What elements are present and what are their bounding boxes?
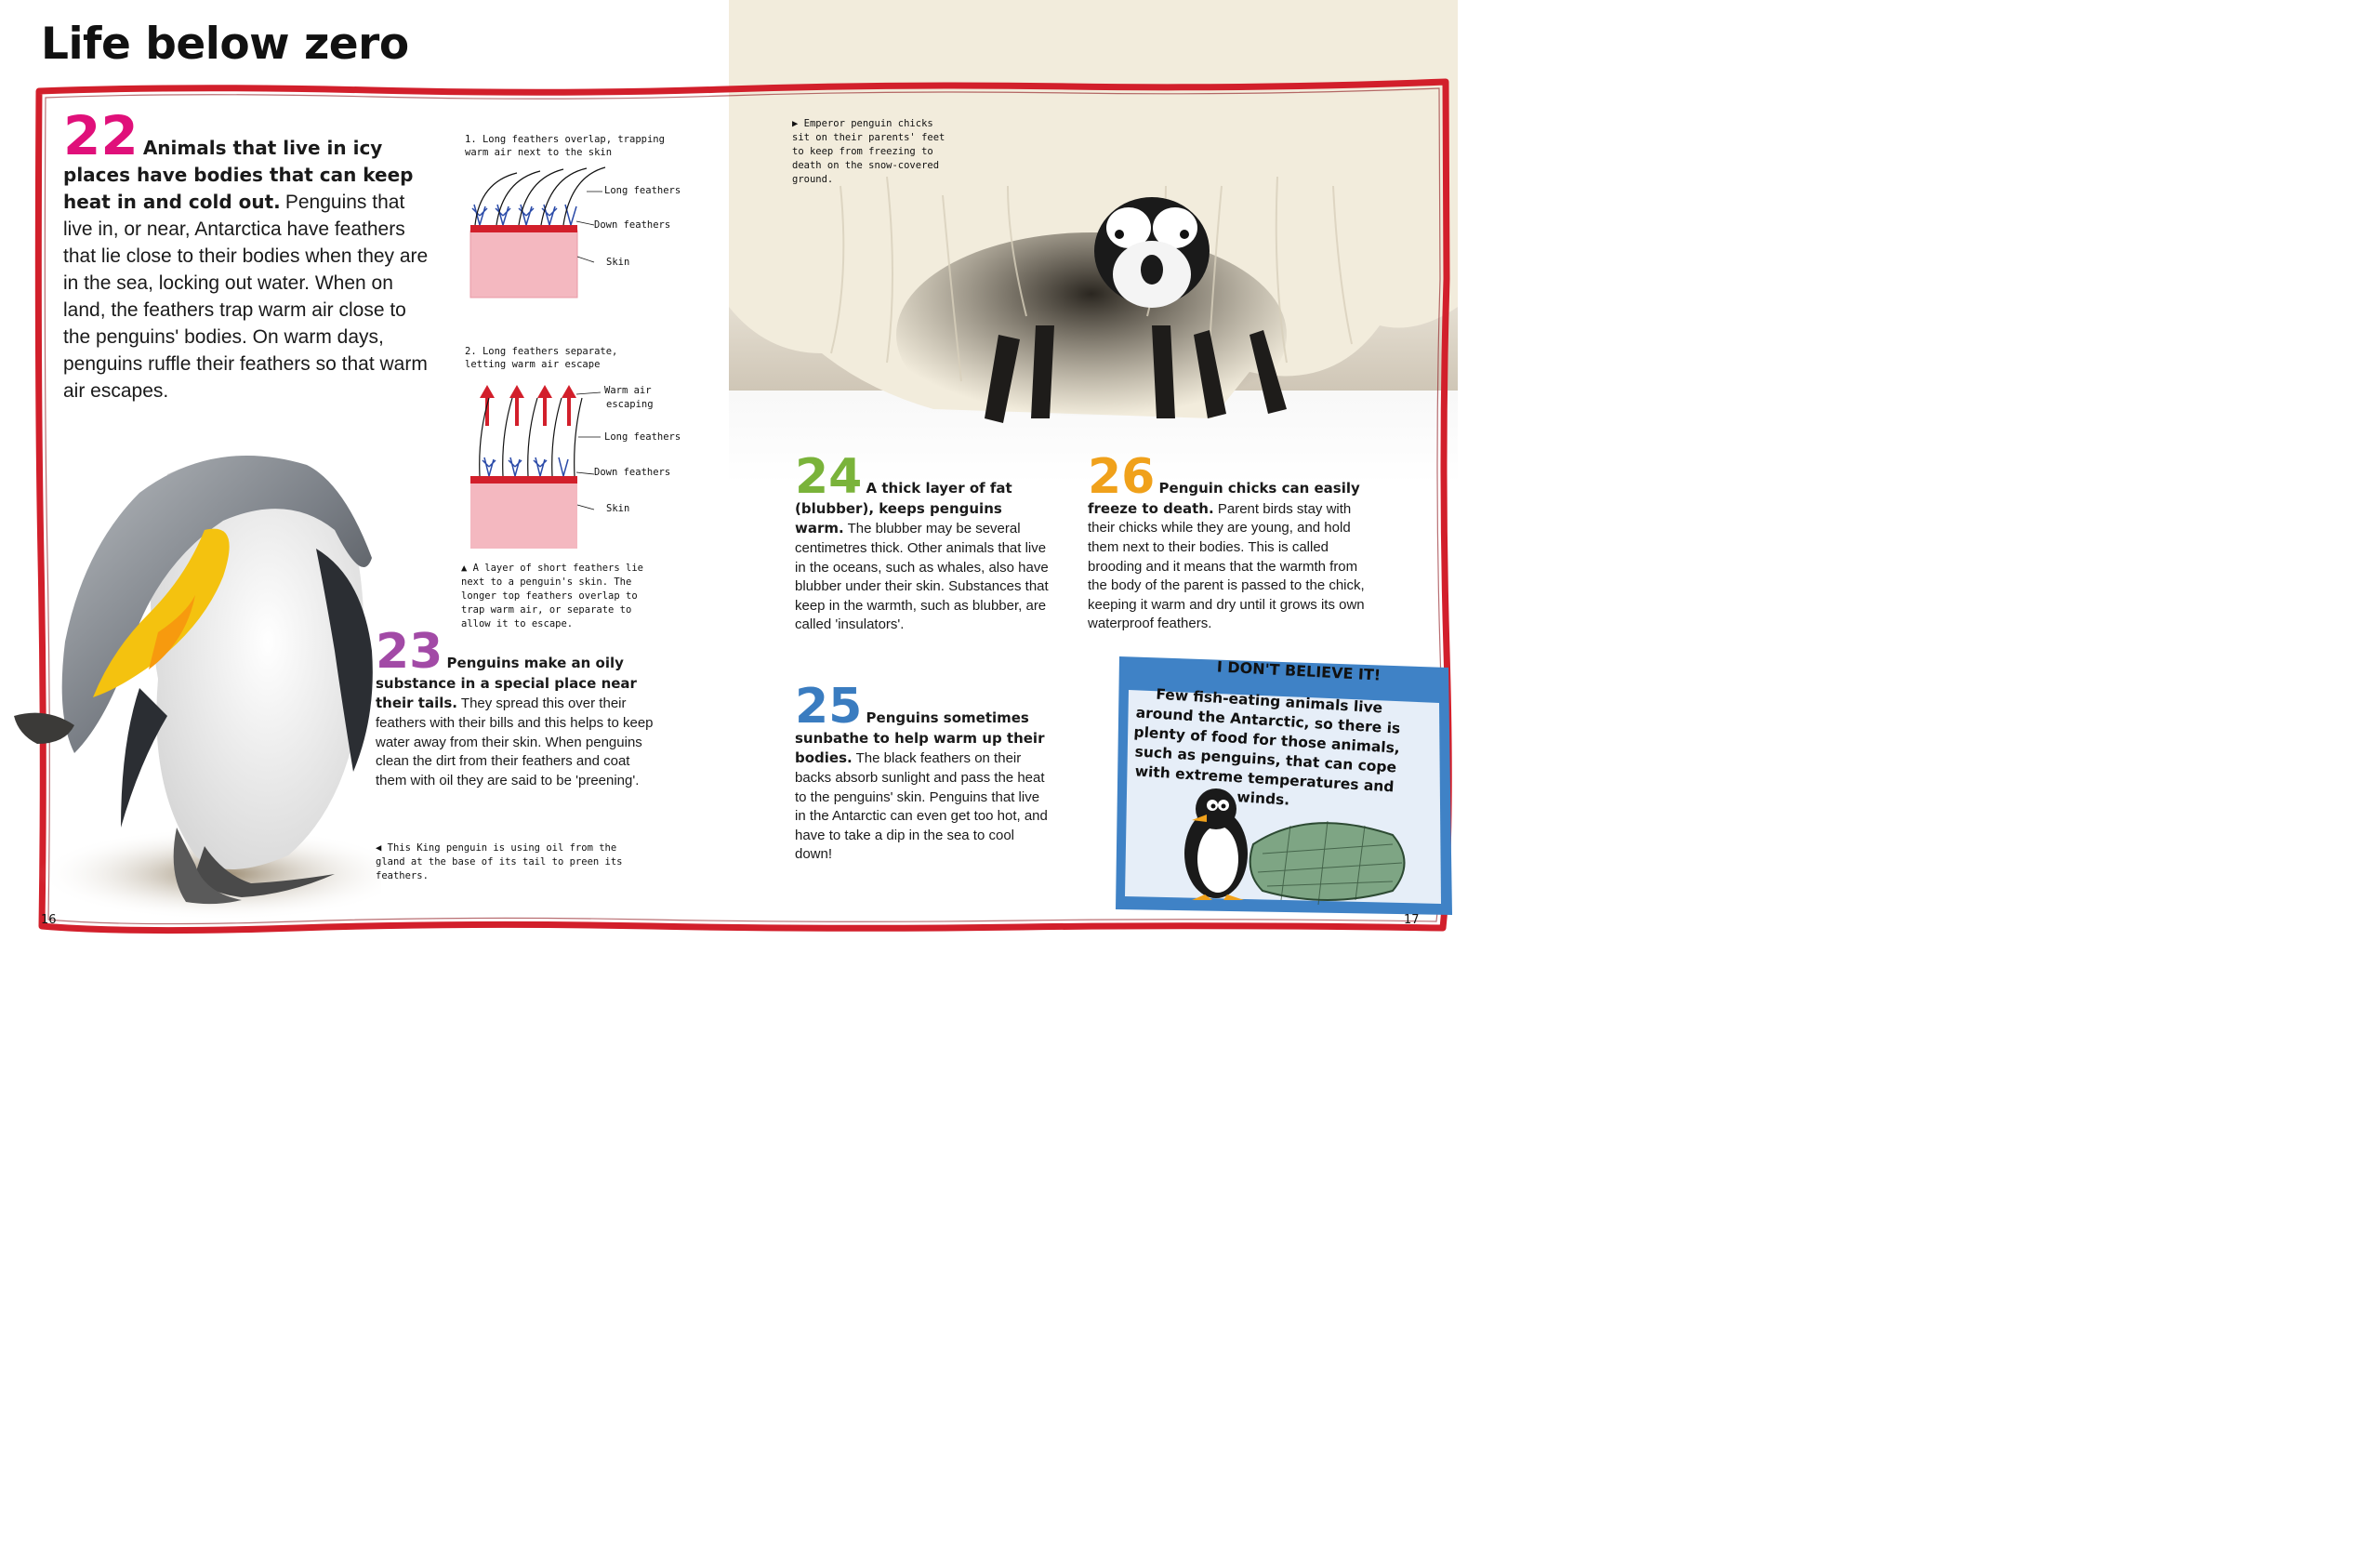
caption-king-penguin: ◀ This King penguin is using oil from the gland at the base of its tail to preen its feathers. xyxy=(376,842,623,881)
fact-22-lead: Animals that live in icy places have bodies that can keep heat in and cold out. xyxy=(63,137,414,213)
feather-diagram-separate xyxy=(461,379,610,551)
diagram-2-long-label: Long feathers xyxy=(604,431,681,443)
diagram-2-title-line2: letting warm air escape xyxy=(465,359,601,370)
diagram-2-title-line1: 2. Long feathers separate, xyxy=(465,346,618,357)
page-title: Life below zero xyxy=(41,19,409,70)
diagram-1-long-label: Long feathers xyxy=(604,185,681,196)
emperor-chick-photo xyxy=(729,0,1458,484)
diagram-2-skin-label: Skin xyxy=(606,503,630,514)
diagram-1-title-line2: warm air next to the skin xyxy=(465,147,613,158)
believe-it-title: I DON'T BELIEVE IT! xyxy=(1216,657,1382,684)
fact-24-body: The blubber may be several centimetres thick. Other animals that live in the oceans, such as whales, also have blubber under their skin. Substances that keep in the warmth, such as blubber, are called 'insulators'. xyxy=(795,521,1049,633)
diagram-2-warm-label-2: escaping xyxy=(606,399,654,410)
fact-25 xyxy=(795,679,1051,865)
fact-26-body: Parent birds stay with their chicks while they are young, and hold them next to their bodies. This is called brooding and it means that the warmth from the body of the parent is passed to the chick, keeping it warm and dry until it grows its own waterproof feathers. xyxy=(1088,500,1365,632)
fact-number-22: 22 xyxy=(63,104,139,167)
caption-feathers: ▲ A layer of short feathers lie next to a penguin's skin. The longer top feathers overlap to trap warm air, or separate to allow it to escape. xyxy=(461,563,643,629)
fact-26 xyxy=(1088,449,1376,634)
fact-23-body: They spread this over their feathers with their bills and this helps to keep water away from their skin. When penguins clean the dirt from their feathers and coat them with oil they are said to be 'preening'. xyxy=(376,696,654,788)
diagram-1-down-label: Down feathers xyxy=(594,219,671,231)
diagram-2-down-label: Down feathers xyxy=(594,467,671,478)
page-number-left: 16 xyxy=(41,913,57,927)
diagram-2-warm-label-1: Warm air xyxy=(604,385,652,396)
fact-26-lead: Penguin chicks can easily freeze to death. xyxy=(1088,480,1360,517)
fact-number-23: 23 xyxy=(376,624,443,680)
fact-25-lead: Penguins sometimes sunbathe to help warm up their bodies. xyxy=(795,709,1045,767)
fact-23-lead: Penguins make an oily substance in a special place near their tails. xyxy=(376,655,637,712)
diagram-1-title-line1: 1. Long feathers overlap, trapping xyxy=(465,134,665,145)
fact-22-body: Penguins that live in, or near, Antarctica have feathers that lie close to their bodies when they are in the sea, locking out water. When on land, the feathers trap warm air close to the penguins' bodies. On warm days, penguins ruffle their feathers so that warm air escapes. xyxy=(63,192,429,402)
fact-25-body: The black feathers on their backs absorb sunlight and pass the heat to the penguins' skin. Penguins that live in the Antarctic can even get too hot, and have to take a dip in the sea to cool down! xyxy=(795,750,1048,863)
fact-23 xyxy=(376,624,654,790)
fact-number-25: 25 xyxy=(795,679,863,735)
diagram-1-skin-label: Skin xyxy=(606,257,630,268)
fact-22 xyxy=(63,104,435,404)
fact-24-lead: A thick layer of fat (blubber), keeps penguins warm. xyxy=(795,480,1012,537)
caption-emperor-chick: ▶ Emperor penguin chicks sit on their parents' feet to keep from freezing to death on the snow-covered ground. xyxy=(792,118,945,185)
fact-number-24: 24 xyxy=(795,449,863,505)
king-penguin-photo xyxy=(9,437,381,921)
fact-number-26: 26 xyxy=(1088,449,1156,505)
fact-24 xyxy=(795,449,1055,635)
feather-diagram-overlap xyxy=(461,164,610,303)
page-number-right: 17 xyxy=(1404,913,1420,927)
believe-it-text: Few fish-eating animals live around the Antarctic, so there is plenty of food for those animals, such as penguins, that can cope with extreme temperatures and winds. xyxy=(1133,685,1401,809)
